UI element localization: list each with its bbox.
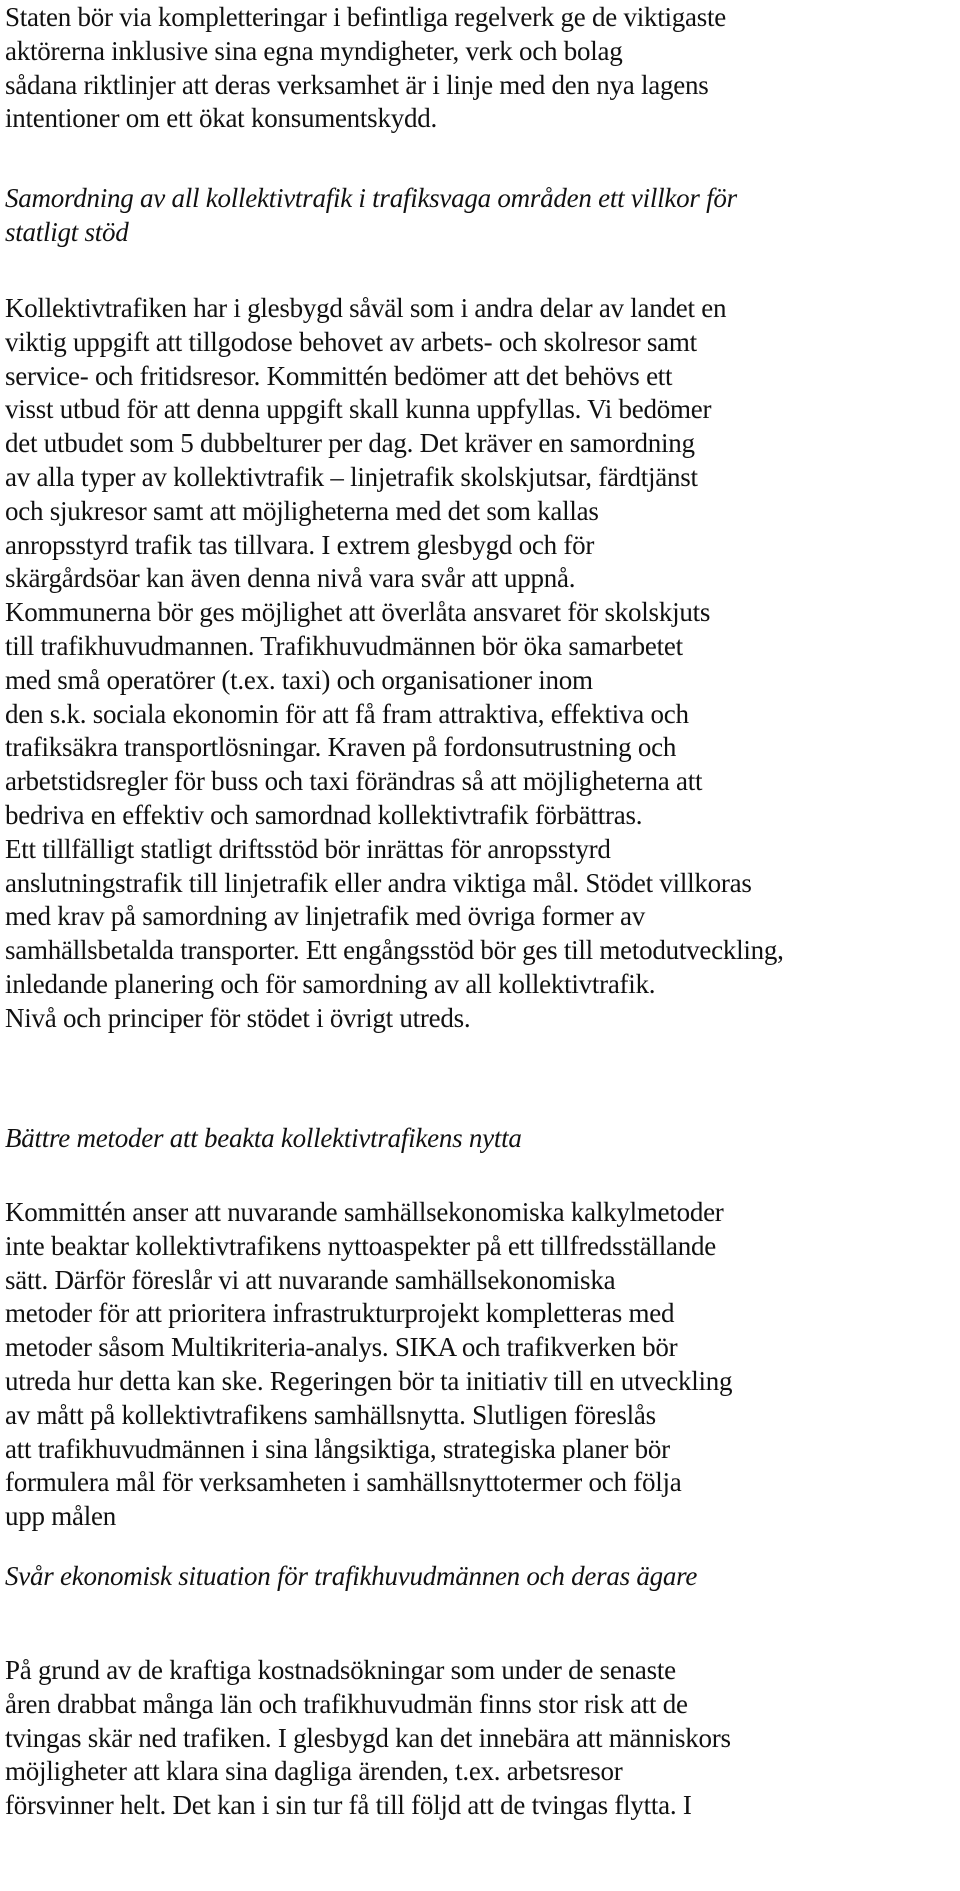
text-line: anslutningstrafik till linjetrafik eller andra viktiga mål. Stödet villkoras (5, 867, 752, 898)
section-heading-ekonomisk-situation (5, 1560, 697, 1594)
text-line: aktörerna inklusive sina egna myndigheter, verk och bolag (5, 35, 623, 66)
text-line: möjligheter att klara sina dagliga ärenden, t.ex. arbetsresor (5, 1756, 623, 1787)
text-line: visst utbud för att denna uppgift skall kunna uppfyllas. Vi bedömer (5, 394, 712, 425)
text-line: Ett tillfälligt statligt driftsstöd bör inrättas för anropsstyrd (5, 833, 611, 864)
text-line: utreda hur detta kan ske. Regeringen bör ta initiativ till en utveckling (5, 1365, 733, 1396)
text-line: formulera mål för verksamheten i samhällsnyttotermer och följa (5, 1467, 682, 1498)
paragraph-metoder (5, 1196, 732, 1534)
text-line: metoder för att prioritera infrastrukturprojekt kompletteras med (5, 1298, 675, 1329)
text-line: och sjukresor samt att möjligheterna med det som kallas (5, 495, 599, 526)
text-line: åren drabbat många län och trafikhuvudmän finns stor risk att de (5, 1688, 688, 1719)
text-line: samhällsbetalda transporter. Ett engångsstöd bör ges till metodutveckling, (5, 935, 784, 966)
text-line: skärgårdsöar kan även denna nivå vara svår att uppnå. (5, 563, 576, 594)
section-heading-metoder (5, 1122, 522, 1156)
text-line: av mått på kollektivtrafikens samhällsnytta. Slutligen föreslås (5, 1399, 656, 1430)
paragraph-samordning (5, 292, 784, 1036)
heading-line: Samordning av all kollektivtrafik i trafiksvaga områden ett villkor för (5, 183, 737, 213)
text-line: sådana riktlinjer att deras verksamhet är i linje med den nya lagens (5, 69, 709, 100)
text-line: bedriva en effektiv och samordnad kollektivtrafik förbättras. (5, 799, 643, 830)
text-line: till trafikhuvudmannen. Trafikhuvudmännen bör öka samarbetet (5, 630, 683, 661)
text-line: trafiksäkra transportlösningar. Kraven på fordonsutrustning och (5, 732, 677, 763)
text-line: den s.k. sociala ekonomin för att få fram attraktiva, effektiva och (5, 698, 689, 729)
text-line: det utbudet som 5 dubbelturer per dag. Det kräver en samordning (5, 428, 695, 459)
text-line: metoder såsom Multikriteria-analys. SIKA och trafikverken bör (5, 1332, 678, 1363)
text-line: intentioner om ett ökat konsumentskydd. (5, 103, 437, 134)
text-line: På grund av de kraftiga kostnadsökningar som under de senaste (5, 1655, 676, 1685)
text-line: inte beaktar kollektivtrafikens nyttoaspekter på ett tillfredsställande (5, 1230, 716, 1261)
paragraph-ekonomisk-situation (5, 1654, 731, 1823)
text-line: Staten bör via kompletteringar i befintliga regelverk ge de viktigaste (5, 2, 727, 32)
text-line: anropsstyrd trafik tas tillvara. I extrem glesbygd och för (5, 529, 595, 560)
text-line: med små operatörer (t.ex. taxi) och organisationer inom (5, 664, 593, 695)
text-line: service- och fritidsresor. Kommittén bedömer att det behövs ett (5, 360, 673, 391)
heading-line: Bättre metoder att beakta kollektivtrafikens nytta (5, 1123, 522, 1153)
text-line: Kollektivtrafiken har i glesbygd såväl som i andra delar av landet en (5, 293, 727, 323)
text-line: Nivå och principer för stödet i övrigt utreds. (5, 1002, 471, 1033)
text-line: försvinner helt. Det kan i sin tur få till följd att de tvingas flytta. I (5, 1790, 692, 1821)
text-line: att trafikhuvudmännen i sina långsiktiga, strategiska planer bör (5, 1433, 670, 1464)
intro-paragraph (5, 1, 726, 136)
section-heading-samordning (5, 182, 737, 250)
text-line: sätt. Därför föreslår vi att nuvarande samhällsekonomiska (5, 1264, 616, 1295)
text-line: upp målen (5, 1501, 116, 1532)
text-line: inledande planering och för samordning av all kollektivtrafik. (5, 968, 656, 999)
text-line: Kommunerna bör ges möjlighet att överlåta ansvaret för skolskjuts (5, 597, 711, 628)
text-line: av alla typer av kollektivtrafik – linjetrafik skolskjutsar, färdtjänst (5, 461, 698, 492)
text-line: arbetstidsregler för buss och taxi förändras så att möjligheterna att (5, 766, 703, 797)
heading-line: statligt stöd (5, 216, 129, 247)
text-line: Kommittén anser att nuvarande samhällsekonomiska kalkylmetoder (5, 1197, 724, 1227)
heading-line: Svår ekonomisk situation för trafikhuvudmännen och deras ägare (5, 1561, 698, 1591)
text-line: med krav på samordning av linjetrafik med övriga former av (5, 901, 646, 932)
text-line: viktig uppgift att tillgodose behovet av arbets- och skolresor samt (5, 326, 697, 357)
text-line: tvingas skär ned trafiken. I glesbygd kan det innebära att människors (5, 1722, 731, 1753)
